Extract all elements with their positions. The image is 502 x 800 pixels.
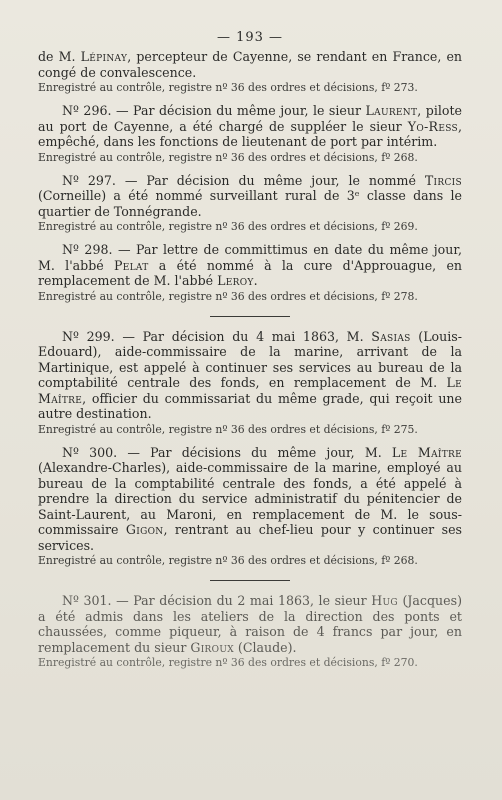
person-name: Yo-Ress xyxy=(407,118,458,134)
entry-299 xyxy=(38,329,462,437)
person-name: Hug xyxy=(371,593,398,608)
entry-text: Nº 299. — Par décision du 4 mai 1863, M. Sasias (Louis-Edouard), aide-commissaire de la marine, arrivant de la Martinique, est appelé à continuer ses services au bureau de la comptabilité centrale des fonds, en remplacement de M. Le Maître, officier du commissariat du même grade, qui reçoit une autre destination. xyxy=(38,328,462,421)
registration-note: Enregistré au contrôle, registre nº 36 des ordres et décisions, fº 268. xyxy=(38,554,418,567)
person-name: Sasias xyxy=(371,328,411,344)
entry-text: Nº 300. — Par décisions du même jour, M. Le Maître (Alexandre-Charles), aide-commissaire de la marine, employé au bureau de la comptabilité centrale des fonds, a été appelé à prendre la direction du service administratif du pénitencier de Saint-Laurent, au Maroni, en remplacement de M. le sous-commissaire Gigon, rentrant au chef-lieu pour y continuer ses services. xyxy=(38,444,462,553)
registration-note: Enregistré au contrôle, registre nº 36 des ordres et décisions, fº 269. xyxy=(38,220,418,233)
person-name: Le Maître xyxy=(391,444,462,460)
entry-301 xyxy=(38,593,462,670)
entry-300 xyxy=(38,445,462,569)
person-name: Gigon xyxy=(125,522,164,537)
entry-296 xyxy=(38,103,462,165)
page-number: — 193 — xyxy=(216,30,284,45)
entry-text: Nº 301. — Par décision du 2 mai 1863, le sieur Hug (Jacques) a été admis dans les ateliers de la direction des ponts et chaussées, comme piqueur, à raison de 4 francs par jour, en remplacement du sieur Giroux (Claude). xyxy=(38,593,462,655)
entry-text: Nº 296. — Par décision du même jour, le sieur Laurent, pilote au port de Cayenne, a été chargé de suppléer le sieur Yo-Ress, empêché, dans les fonctions de lieutenant de port par intérim. xyxy=(38,103,462,149)
person-name: Tircis xyxy=(424,172,462,188)
registration-note: Enregistré au contrôle, registre nº 36 des ordres et décisions, fº 278. xyxy=(38,289,418,303)
person-name: Lépinay xyxy=(80,49,128,64)
registration-note: Enregistré au contrôle, registre nº 36 des ordres et décisions, fº 270. xyxy=(38,656,418,669)
person-name: Leroy xyxy=(217,273,254,288)
person-name: Giroux xyxy=(190,639,234,655)
entry-text: de M. Lépinay, percepteur de Cayenne, se rendant en France, en congé de convalescence. xyxy=(38,49,463,80)
person-name: Laurent xyxy=(365,103,418,118)
person-name: Pelat xyxy=(114,257,149,273)
registration-note: Enregistré au contrôle, registre nº 36 des ordres et décisions, fº 273. xyxy=(38,81,418,94)
registration-note: Enregistré au contrôle, registre nº 36 des ordres et décisions, fº 275. xyxy=(38,422,418,436)
entry-text: Nº 297. — Par décision du même jour, le nommé Tircis (Corneille) a été nommé surveillant rural de 3ᵉ classe dans le quartier de Tonnégrande. xyxy=(38,172,462,219)
person-name: Le Maître xyxy=(38,375,462,406)
section-divider xyxy=(210,316,290,317)
entry-298 xyxy=(38,242,462,304)
section-divider xyxy=(210,580,290,581)
entry-text: Nº 298. — Par lettre de committimus en date du même jour, M. l'abbé Pelat a été nommé à la cure d'Approuague, en remplacement de M. l'abbé Leroy. xyxy=(38,242,463,288)
registration-note: Enregistré au contrôle, registre nº 36 des ordres et décisions, fº 268. xyxy=(38,150,418,164)
entry-297 xyxy=(38,173,462,235)
entry-continuation xyxy=(38,49,462,95)
